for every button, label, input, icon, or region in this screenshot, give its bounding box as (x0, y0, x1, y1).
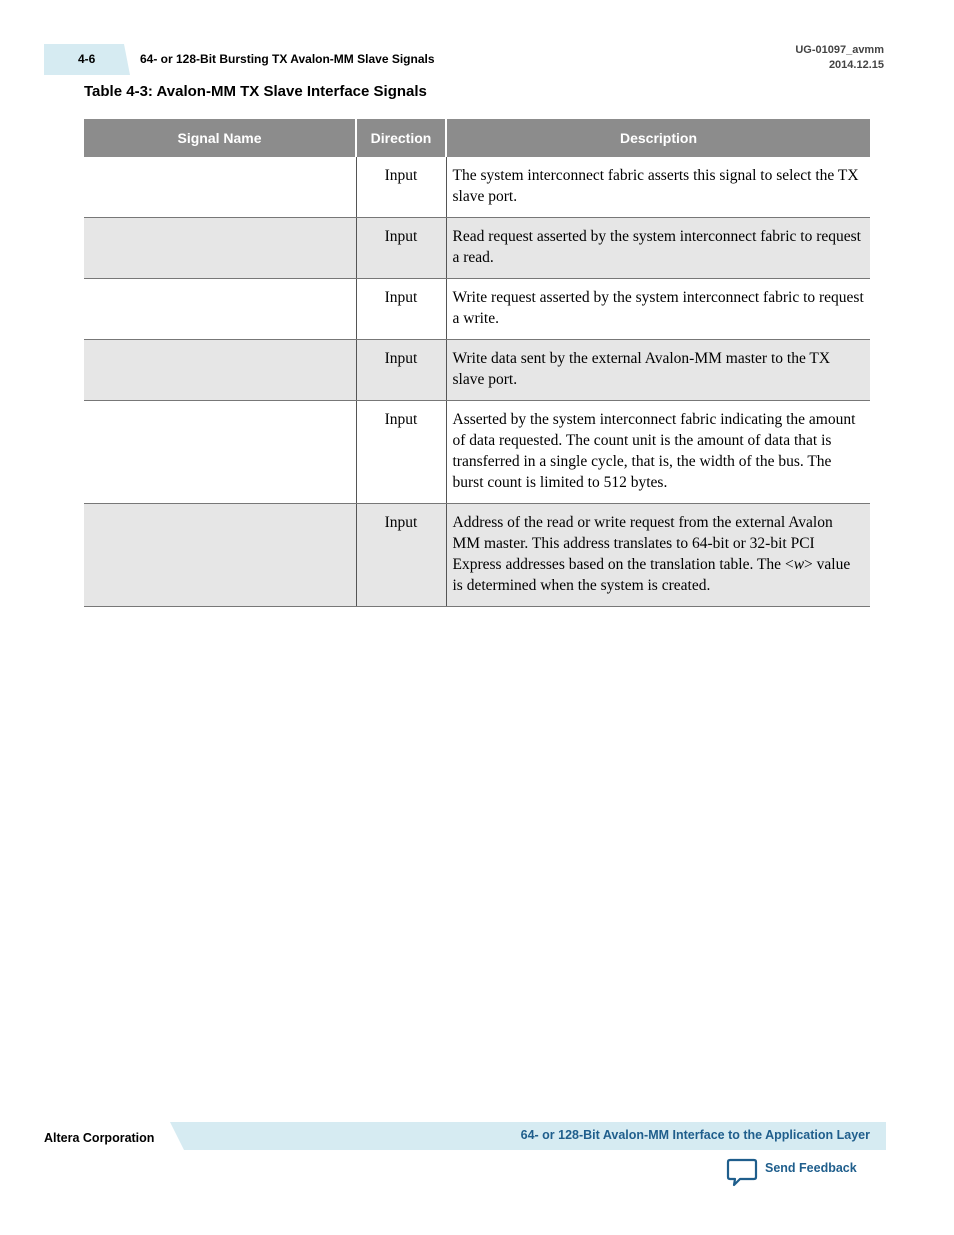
direction-cell: Input (356, 279, 446, 340)
table-row (84, 401, 870, 504)
doc-id: UG-01097_avmm (795, 44, 884, 56)
doc-date: 2014.12.15 (828, 59, 884, 71)
signals-table (84, 119, 870, 607)
direction-cell: Input (356, 340, 446, 401)
description-cell: Asserted by the system interconnect fabric indicating the amount of data requested. The count unit is the amount of data that is transferred in a single cycle, that is, the width of the bus. The burst count is limited to 512 bytes. (446, 401, 870, 504)
footer-company: Altera Corporation (44, 1131, 155, 1145)
signal-name-cell (84, 157, 356, 218)
page-number: 4-6 (78, 52, 96, 66)
table-row (84, 504, 870, 607)
table-row (84, 218, 870, 279)
description-text: Address of the read or write request from the external Avalon MM master. This address translates to 64-bit or 32-bit PCI Express addresses based on the translation table. The < (452, 514, 833, 573)
column-header-description: Description (446, 119, 870, 157)
table-row (84, 340, 870, 401)
signal-name-cell (84, 279, 356, 340)
signal-name-cell (84, 504, 356, 607)
table-caption: Table 4-3: Avalon-MM TX Slave Interface Signals (84, 83, 427, 100)
signal-name-cell (84, 340, 356, 401)
send-feedback-link[interactable] (726, 1158, 857, 1188)
direction-cell: Input (356, 504, 446, 607)
footer-chapter-title[interactable]: 64- or 128-Bit Avalon-MM Interface to the Application Layer (520, 1128, 870, 1142)
signal-name-cell (84, 218, 356, 279)
section-title: 64- or 128-Bit Bursting TX Avalon-MM Slave Signals (140, 52, 435, 66)
direction-cell: Input (356, 401, 446, 504)
speech-bubble-icon (726, 1158, 758, 1188)
description-cell (446, 504, 870, 607)
table-row (84, 279, 870, 340)
signal-name-cell (84, 401, 356, 504)
description-cell: Write request asserted by the system interconnect fabric to request a write. (446, 279, 870, 340)
column-header-direction: Direction (356, 119, 446, 157)
description-cell: Write data sent by the external Avalon-MM master to the TX slave port. (446, 340, 870, 401)
description-cell: Read request asserted by the system interconnect fabric to request a read. (446, 218, 870, 279)
table-header-row (84, 119, 870, 157)
direction-cell: Input (356, 157, 446, 218)
description-text: > value is determined when the system is created. (452, 556, 851, 594)
column-header-signal-name: Signal Name (84, 119, 356, 157)
send-feedback-label[interactable]: Send Feedback (765, 1161, 857, 1175)
doc-meta (795, 43, 884, 73)
table-row (84, 157, 870, 218)
width-parameter: w (793, 556, 805, 573)
description-cell: The system interconnect fabric asserts this signal to select the TX slave port. (446, 157, 870, 218)
direction-cell: Input (356, 218, 446, 279)
